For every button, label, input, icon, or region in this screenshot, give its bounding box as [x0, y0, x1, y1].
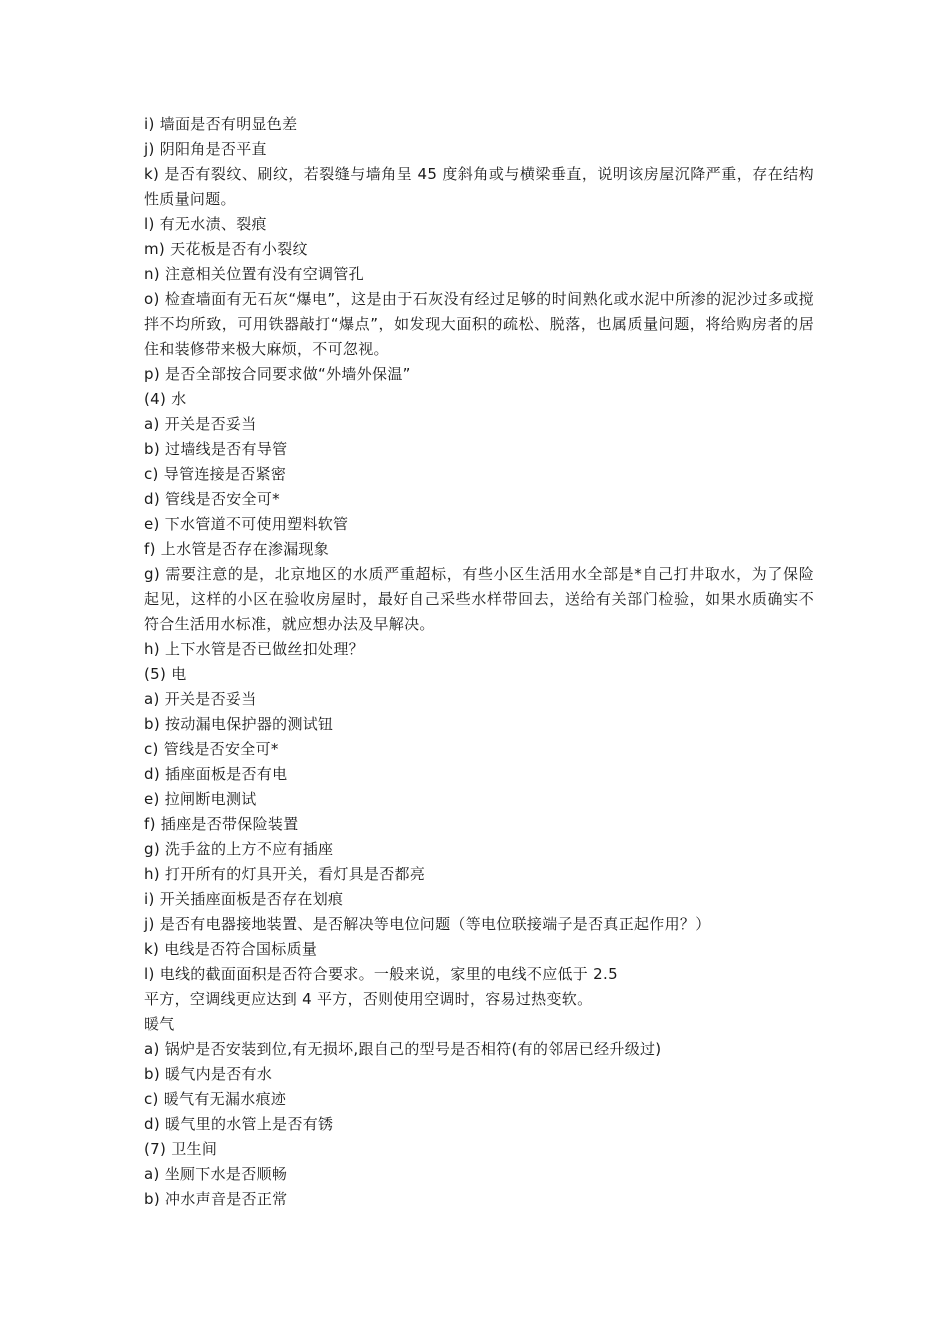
list-item: h) 打开所有的灯具开关，看灯具是否都亮: [144, 865, 426, 883]
section-heading: (7) 卫生间: [144, 1140, 218, 1158]
list-item: c) 暖气有无漏水痕迹: [144, 1090, 287, 1108]
list-item: j) 阴阳角是否平直: [144, 140, 267, 158]
list-item: c) 导管连接是否紧密: [144, 465, 287, 483]
list-item: f) 上水管是否存在渗漏现象: [144, 540, 330, 558]
section-heading: (5) 电: [144, 665, 187, 683]
list-item: a) 锅炉是否安装到位,有无损坏,跟自己的型号是否相符(有的邻居已经升级过): [144, 1040, 662, 1058]
list-item-continuation: 平方，空调线更应达到 4 平方，否则使用空调时，容易过热变软。: [144, 990, 593, 1008]
list-item: l) 有无水渍、裂痕: [144, 215, 267, 233]
list-item: h) 上下水管是否已做丝扣处理？: [144, 640, 364, 658]
paragraph: g) 需要注意的是，北京地区的水质严重超标，有些小区生活用水全部是*自己打井取水，为了保险起见，这样的小区在验收房屋时，最好自己采些水样带回去，送给有关部门检验，如果水质确实不符合生活用水标准，就应想办法及早解决。: [144, 565, 814, 633]
list-item: d) 插座面板是否有电: [144, 765, 288, 783]
list-item: n) 注意相关位置有没有空调管孔: [144, 265, 364, 283]
list-item: b) 过墙线是否有导管: [144, 440, 288, 458]
section-heading: (4) 水: [144, 390, 187, 408]
list-item: m) 天花板是否有小裂纹: [144, 240, 308, 258]
document-body: [144, 112, 814, 1212]
list-item: p) 是否全部按合同要求做“外墙外保温”: [144, 365, 411, 383]
list-item: b) 冲水声音是否正常: [144, 1190, 288, 1208]
list-item: d) 暖气里的水管上是否有锈: [144, 1115, 334, 1133]
paragraph: k) 是否有裂纹、刷纹，若裂缝与墙角呈 45 度斜角或与横梁垂直，说明该房屋沉降严重，存在结构性质量问题。: [144, 165, 814, 208]
list-item: k) 电线是否符合国标质量: [144, 940, 318, 958]
list-item: e) 拉闸断电测试: [144, 790, 257, 808]
list-item: d) 管线是否安全可*: [144, 490, 280, 508]
list-item: i) 墙面是否有明显色差: [144, 115, 298, 133]
list-item: i) 开关插座面板是否存在划痕: [144, 890, 344, 908]
list-item: g) 洗手盆的上方不应有插座: [144, 840, 334, 858]
paragraph: o) 检查墙面有无石灰“爆电”，这是由于石灰没有经过足够的时间熟化或水泥中所渗的泥沙过多或搅拌不均所致，可用铁器敲打“爆点”，如发现大面积的疏松、脱落，也属质量问题，将给购房者的居住和装修带来极大麻烦，不可忽视。: [144, 290, 814, 358]
list-item: j) 是否有电器接地装置、是否解决等电位问题（等电位联接端子是否真正起作用？）: [144, 915, 711, 933]
list-item: f) 插座是否带保险装置: [144, 815, 299, 833]
list-item: e) 下水管道不可使用塑料软管: [144, 515, 349, 533]
list-item: c) 管线是否安全可*: [144, 740, 279, 758]
section-heading: 暖气: [144, 1015, 175, 1033]
list-item: a) 坐厕下水是否顺畅: [144, 1165, 288, 1183]
list-item: l) 电线的截面面积是否符合要求。一般来说，家里的电线不应低于 2.5: [144, 965, 618, 983]
list-item: a) 开关是否妥当: [144, 690, 257, 708]
list-item: b) 按动漏电保护器的测试钮: [144, 715, 334, 733]
list-item: b) 暖气内是否有水: [144, 1065, 273, 1083]
list-item: a) 开关是否妥当: [144, 415, 257, 433]
